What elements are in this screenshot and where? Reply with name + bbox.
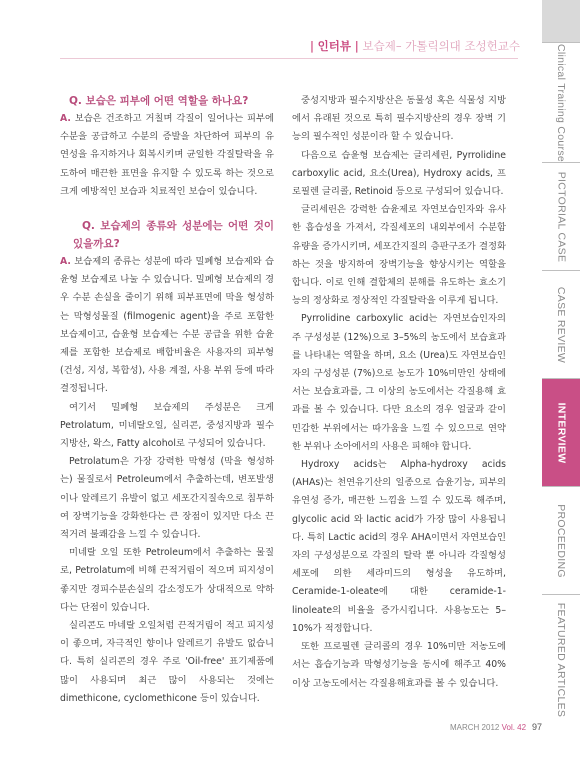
sidebar-item-case-review[interactable] [542,270,580,379]
footer-volume: Vol. 42 [501,723,527,732]
answer-1-text: 보습은 건조하고 거칠며 각질이 일어나는 피부에 수분을 공급하고 수분의 증발을 차단하여 피부의 유연성을 유지하거나 회복시키며 균일한 각질탈락을 유도하여 매끈한 표면을 유지할 수 있도록 하는 것으로 크게 예방적인 보습과 치료적인 보습이 있습니다. [60,113,274,197]
sidebar-item-label: FEATURED ARTICLES [555,602,567,718]
section-sidebar [542,0,580,759]
paragraph: 미네랄 오일 또한 Petroleum에서 추출하는 물질로, Petrolatum에 비해 끈적거림이 적으며 피지성이 좋지만 경피수분손실의 감소정도가 상대적으로 약하다는 단점이 있습니다. [60,547,274,613]
sidebar-item-clinical-training-course[interactable] [542,42,580,163]
sidebar-item-proceeding[interactable] [542,486,580,595]
sidebar-item-label: CASE REVIEW [555,286,568,364]
sidebar-item-label: Clinical Training Course [555,43,567,163]
answer-1 [60,110,274,201]
header-topic: 보습제– 가톨릭의대 조성헌교수 [362,39,520,53]
paragraph: 또한 프로필렌 글리콜의 경우 10%미만 저농도에서는 흡습기능과 막형성기능을 동시에 해주고 40%이상 고농도에서는 각질용해효과를 볼 수 있습니다. [292,641,506,689]
paragraph: Hydroxy acids는 Alpha-hydroxy acids (AHAs)는 천연유기산의 일종으로 습윤기능, 피부의 유연성 증가, 매끈한 느낌을 느낄 수 있도록 해주며, glycolic acid 와 lactic acid가 가장 많이 사용됩니다. 특히 Lactic acid의 경우 AHA이면서 자연보습인자의 구성성분으로 각질의 탈락 뿐 아니라 각질형성세포에 의한 세라미드의 형성을 유도하며, Ceramide-1-oleate에 대한 ceramide-1-linoleate의 비율을 증가시킵니다. 사용농도는 5–10%가 적정합니다. [292,459,506,634]
answer-2 [60,253,274,399]
paragraph: 다음으로 습윤형 보습제는 글리세린, Pyrrolidine carboxylic acid, 요소(Urea), Hydroxy acids, 프로필렌 글리콜, Retinoid 등으로 구성되어 있습니다. [292,149,506,198]
question-1: Q. 보습은 피부에 어떤 역할을 하나요? [69,95,249,107]
header-divider [60,58,518,59]
paragraph: 실리콘도 마네랄 오일처럼 끈적거림이 적고 피지성이 좋으며, 자극적인 향이나 알레르기 유발도 없습니다. 특히 실리콘의 경우 주로 'Oil-free' 표기제품에 많이 사용되며 최근 많이 사용되는 것에는 dimethicone, cyclomethicone 등이 있습니다. [60,620,274,704]
page-number: 97 [532,722,543,732]
header-separator: | [309,39,315,53]
page-header [310,38,520,54]
header-section: 인터뷰 [317,39,351,53]
paragraph: 여기서 밀폐형 보습제의 주성분은 크게 Petrolatum, 미네랄오일, 실리콘, 중성지방과 필수지방산, 왁스, Fatty alcohol로 구성되어 있습니다. [60,401,274,450]
sidebar-item-interview[interactable] [542,378,580,487]
footer-issue: MARCH 2012 [450,723,500,732]
sidebar-item-pictorial-case[interactable] [542,162,580,271]
answer-2-text: 보습제의 종류는 성분에 따라 밀폐형 보습제와 습윤형 보습제로 나눌 수 있습니다. 밀폐형 보습제의 경우 수분 손실을 줄이기 위해 피부표면에 막을 형성하는 막형성물질 (filmogenic agent)을 주로 포함한 보습제이고, 습윤형 보습제는 수분 공급을 위한 습윤제를 포함한 보습제로 배합비율은 사용자의 피부형 (건성, 지성, 복합성), 사용 계절, 사용 부위 등에 따라 결정됩니다. [60,256,274,395]
sidebar-item-label: PROCEEDING [555,504,567,578]
answer-label: A. [60,256,71,268]
answer-label: A. [60,113,71,124]
question-2: Q. 보습제의 종류와 성분에는 어떤 것이 있을까요? [73,220,274,251]
left-column [60,92,274,708]
paragraph: Pyrrolidine carboxylic acid는 자연보습인자의 주 구성성분 (12%)으로 3–5%의 농도에서 보습효과를 나타내는 역할을 하며, 요소 (Urea)도 자연보습인자의 구성성분 (7%)으로 농도가 10%미만인 상태에서는 보습효과를, 그 이상의 농도에서는 각질용해 효과를 볼 수 있습니다. 다만 요소의 경우 얼굴과 같이 민감한 부위에서는 따가움을 느낄 수 있으므로 연약한 부위나 소아에서의 사용은 피해야 합니다. [292,313,506,452]
sidebar-item-label: PICTORIAL CASE [555,171,567,263]
sidebar-item-label: INTERVIEW [555,402,568,464]
paragraph: 중성지방과 필수지방산은 동물성 혹은 식물성 지방에서 유래된 것으로 특히 필수지방산의 경우 장벽 기능의 필수적인 성분이라 할 수 있습니다. [292,95,506,143]
right-column [292,92,506,693]
paragraph: Petrolatum은 가장 강력한 막형성 (막을 형성하는) 물질로서 Petroleum에서 추출하는데, 변포발생이나 알레르기 유발이 없고 세포간지질속으로 침투하여 장벽기능을 강화한다는 큰 장점이 있지만 다소 끈적거려 불쾌감을 느낄 수 있습니다. [60,456,274,541]
paragraph: 글리세린은 강력한 습윤제로 자연보습인자와 유사한 흡습성을 가져서, 각질세포의 내외부에서 수분함유량을 증가시키며, 세포간지질의 층판구조가 결정화하는 것을 방지하여 장벽기능을 향상시키는 역할을 합니다. 이로 인해 결합체의 분해를 유도하는 효소기능의 정상화로 정상적인 각질탈락을 이루게 됩니다. [292,204,506,307]
header-separator: | [354,39,359,53]
sidebar-item-featured-articles[interactable] [542,594,580,725]
sidebar-top-block [542,0,580,42]
page-footer [450,722,543,732]
